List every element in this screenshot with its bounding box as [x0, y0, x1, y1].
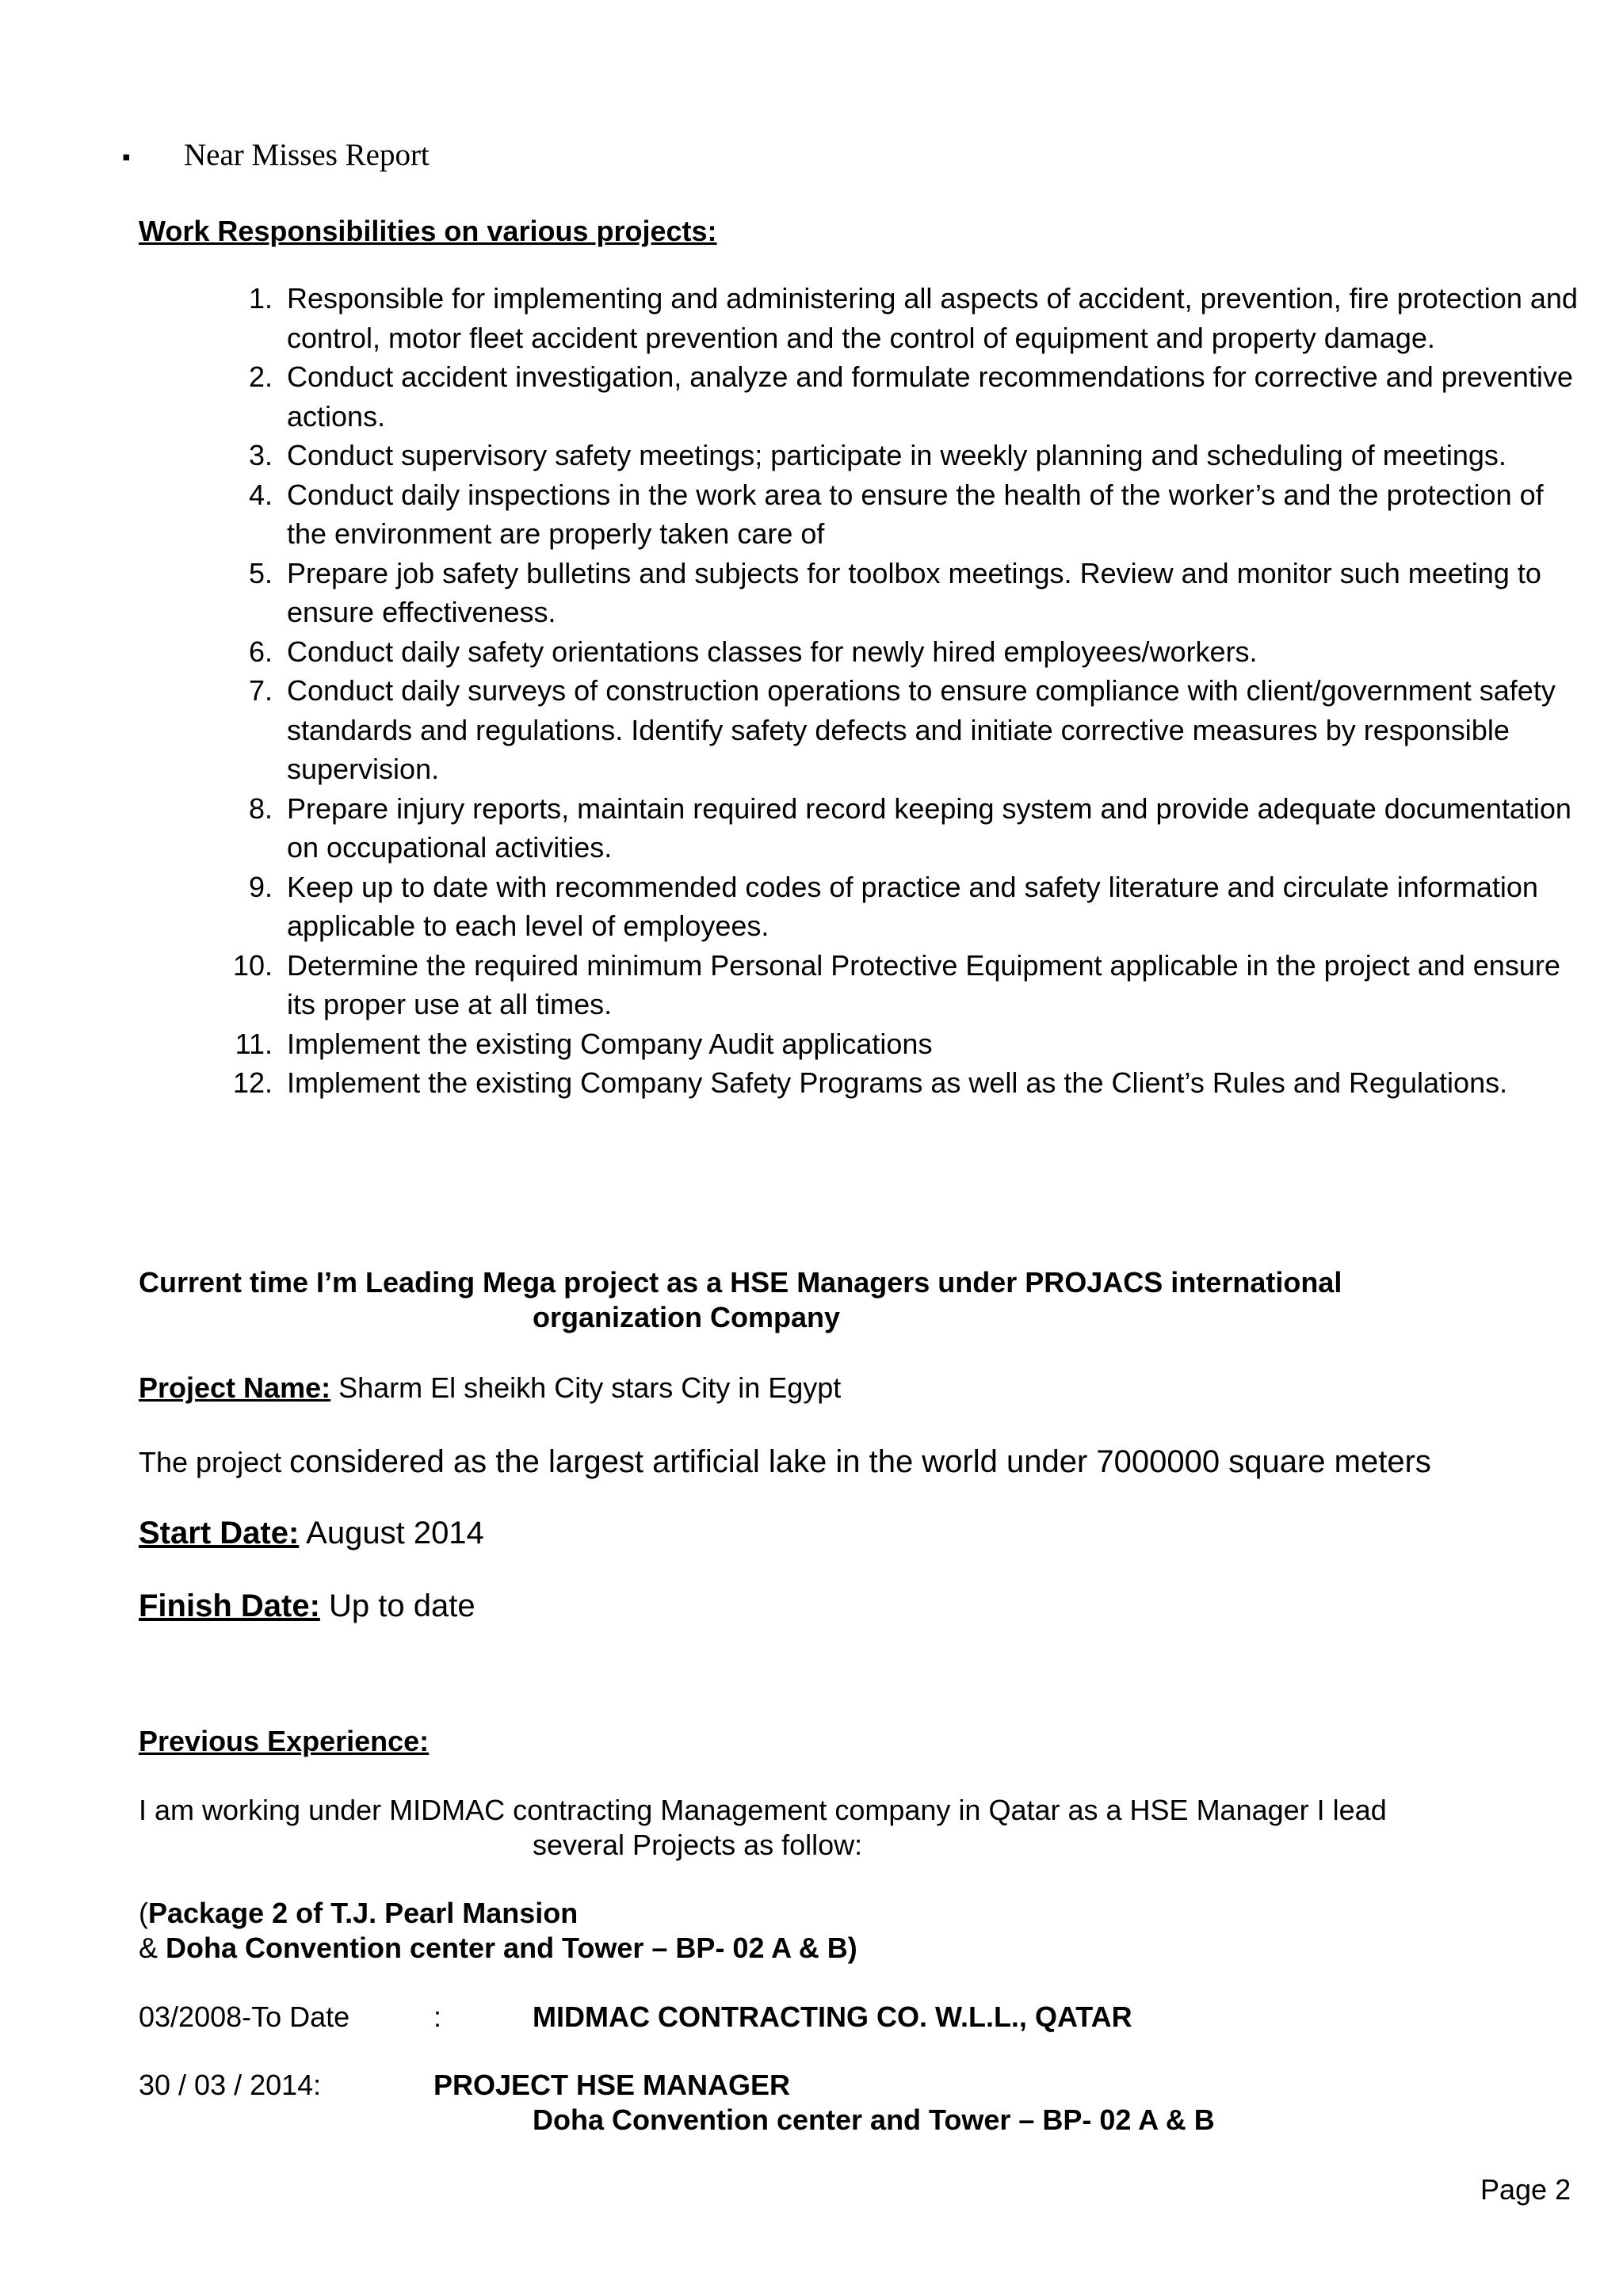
responsibility-text: Determine the required minimum Personal Protective Equipment applicable in the project and ensure its proper use at all times. — [287, 948, 1560, 1020]
responsibility-text: Conduct daily inspections in the work area to ensure the health of the worker’s and the protection of the environment are properly taken care of — [287, 478, 1544, 550]
project-description — [139, 1442, 1431, 1482]
current-project-statement — [139, 1265, 1565, 1335]
responsibility-item — [236, 671, 1583, 789]
start-date-value: August 2014 — [299, 1516, 484, 1550]
role-project: Doha Convention center and Tower – BP- 02 A & B — [533, 2103, 1215, 2136]
responsibility-item — [236, 554, 1583, 632]
package-ampersand: & — [139, 1932, 166, 1964]
responsibility-item — [232, 946, 1583, 1024]
responsibility-number: 1. — [248, 282, 273, 315]
responsibility-item — [236, 475, 1583, 554]
project-description-text: considered as the largest artificial lake in the world under 7000000 square meters — [289, 1444, 1431, 1479]
project-description-prefix: The project — [139, 1446, 290, 1478]
finish-date-label: Finish Date: — [139, 1589, 320, 1623]
previous-experience-heading: Previous Experience: — [139, 1725, 430, 1757]
responsibility-item — [236, 279, 1583, 357]
package-line-1: Package 2 of T.J. Pearl Mansion — [148, 1897, 579, 1929]
package-line-2: Doha Convention center and Tower – BP- 02 A & B) — [166, 1932, 857, 1964]
responsibility-text: Implement the existing Company Safety Programs as well as the Client’s Rules and Regulations. — [287, 1066, 1508, 1099]
responsibility-text: Prepare injury reports, maintain required record keeping system and provide adequate documentation on occupational activities. — [287, 791, 1571, 864]
responsibility-text: Responsible for implementing and administering all aspects of accident, prevention, fire protection and control, motor fleet accident prevention and the control of equipment and property damage. — [287, 282, 1578, 354]
start-date-row — [139, 1513, 484, 1553]
responsibility-number: 8. — [248, 791, 273, 825]
bullet-icon: ▪ — [122, 144, 131, 170]
responsibility-item — [232, 1063, 1583, 1103]
role-row — [139, 2068, 1565, 2139]
responsibility-item — [236, 789, 1583, 868]
responsibility-number: 6. — [248, 635, 273, 668]
project-name-label: Project Name: — [139, 1371, 331, 1404]
finish-date-row — [139, 1586, 475, 1626]
current-line-2: organization Company — [533, 1301, 841, 1333]
responsibility-number: 7. — [248, 674, 273, 707]
employment-date: 03/2008-To Date — [139, 2000, 350, 2033]
project-name-row — [139, 1371, 841, 1405]
responsibilities-list — [232, 279, 1583, 1103]
responsibility-text: Implement the existing Company Audit applications — [287, 1027, 933, 1060]
page-number: Page 2 — [1480, 2173, 1571, 2206]
responsibility-text: Keep up to date with recommended codes of practice and safety literature and circulate information applicable to each level of employees. — [287, 870, 1538, 942]
responsibility-text: Conduct daily safety orientations classes for newly hired employees/workers. — [287, 635, 1258, 668]
responsibility-number: 11. — [235, 1027, 273, 1060]
finish-date-value: Up to date — [319, 1589, 475, 1623]
responsibility-text: Conduct accident investigation, analyze and formulate recommendations for corrective and preventive actions. — [287, 360, 1573, 433]
previous-line-1: I am working under MIDMAC contracting Management company in Qatar as a HSE Manager I lead — [139, 1794, 1387, 1826]
responsibility-number: 4. — [248, 478, 273, 511]
responsibility-text: Conduct supervisory safety meetings; participate in weekly planning and scheduling of meetings. — [287, 439, 1507, 471]
start-date-label: Start Date: — [139, 1516, 300, 1550]
project-name-value: Sharm El sheikh City stars City in Egypt — [330, 1371, 842, 1404]
bullet-item — [122, 136, 430, 177]
responsibility-item — [236, 632, 1583, 672]
current-line-1: Current time I’m Leading Mega project as a HSE Managers under PROJACS international — [139, 1266, 1342, 1299]
responsibility-item — [236, 868, 1583, 946]
responsibility-item — [236, 1024, 1583, 1064]
responsibility-number: 3. — [248, 439, 273, 471]
responsibility-number: 10. — [232, 948, 273, 982]
role-title: PROJECT HSE MANAGER — [433, 2069, 791, 2101]
bullet-item-text: Near Misses Report — [184, 138, 430, 172]
responsibility-item — [236, 436, 1583, 475]
responsibility-text: Prepare job safety bulletins and subjects for toolbox meetings. Review and monitor such meeting to ensure effectiveness. — [287, 556, 1541, 628]
employment-company: MIDMAC CONTRACTING CO. W.L.L., QATAR — [533, 2000, 1132, 2033]
responsibility-number: 2. — [248, 360, 273, 393]
package-open-paren: ( — [139, 1897, 148, 1929]
package-block — [139, 1896, 857, 1966]
role-date: 30 / 03 / 2014: — [139, 2069, 322, 2101]
employment-colon: : — [433, 2000, 442, 2033]
work-responsibilities-heading: Work Responsibilities on various projects: — [139, 215, 717, 247]
responsibility-number: 9. — [248, 870, 273, 903]
previous-experience-text — [139, 1793, 1565, 1863]
responsibility-text: Conduct daily surveys of construction operations to ensure compliance with client/government safety standards and regulations. Identify safety defects and initiate corrective measures by responsible supervision. — [287, 674, 1556, 785]
previous-line-2: several Projects as follow: — [533, 1829, 863, 1861]
responsibility-number: 12. — [232, 1066, 273, 1099]
responsibility-number: 5. — [248, 556, 273, 589]
responsibility-item — [236, 357, 1583, 436]
